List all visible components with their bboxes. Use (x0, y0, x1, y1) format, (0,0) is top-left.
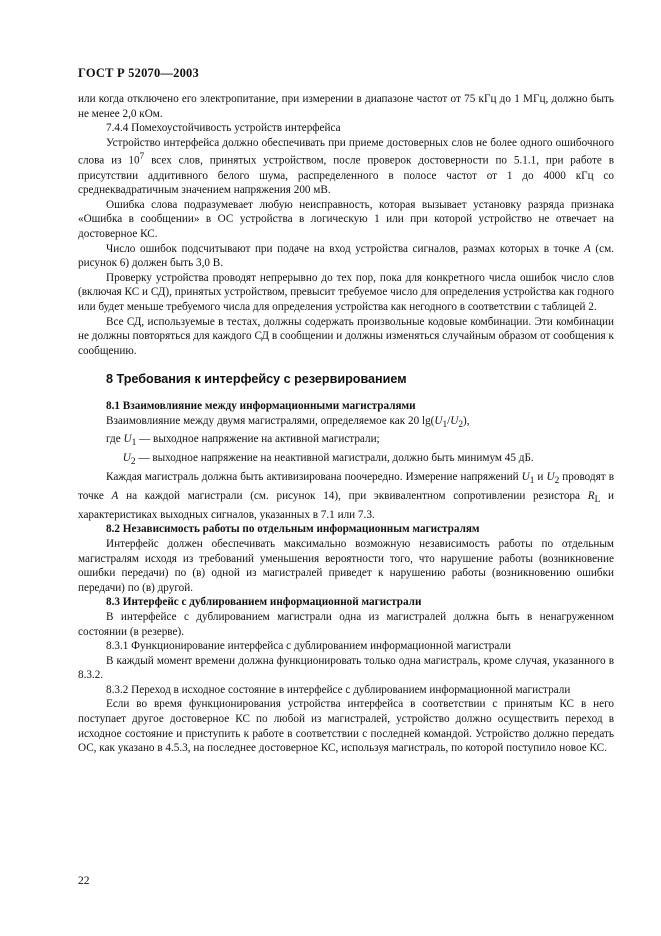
document-body (78, 92, 614, 756)
paragraph: 8.3.2 Переход в исходное состояние в интерфейсе с дублированием информационной магистрали (106, 683, 571, 696)
subsection-heading: 8.3 Интерфейс с дублированием информационной магистрали (106, 596, 422, 609)
paragraph: Устройство интерфейса должно обеспечивать при приеме достоверных слов не более одного ошибочного слова из $10^7$ всех слов, принятых устройством, после проверок достоверности по 5.1.1, при работе в присутствии аддитивного белого шума, распределенного в полосе частот от 1 до 4000 кГц со среднеквадратичным значением напряжения 200 мВ. (78, 136, 614, 197)
paragraph: или когда отключено его электропитание, при измерении в диапазоне частот от 75 кГц до 1 МГц, должно быть не менее 2,0 кОм. (78, 93, 614, 120)
paragraph: Взаимовлияние между двумя магистралями, определяемое как 20 $\lg(U_1/U_2)$, (106, 414, 470, 430)
subsection-heading: 8.2 Независимость работы по отдельным информационным магистралям (106, 523, 480, 536)
paragraph: Число ошибок подсчитывают при подаче на вход устройства сигналов, размах которых в точке А (см. рисунок 6) должен быть 3,0 В. (78, 242, 614, 270)
paragraph: Если во время функционирования устройства интерфейса в соответствии с принятым КС в него поступает другое достоверное КС по любой из магистралей, устройство должно осуществить переход в исходное состояние и приступить к работе в соответствии с последней командой. Устройство должно передать ОС, как указано в 4.5.3, на последнее достоверное КС, используя магистраль, по которой поступило новое КС. (78, 698, 614, 755)
paragraph: В каждый момент времени должна функционировать только одна магистраль, кроме случая, указанного в 8.3.2. (78, 654, 614, 682)
paragraph: где $U_1$ — выходное напряжение на активной магистрали; (106, 433, 380, 449)
paragraph: 8.3.1 Функционирование интерфейса с дублированием информационной магистрали (106, 640, 511, 653)
subsection-heading: 8.1 Взаимовлияние между информационными магистралями (106, 400, 416, 413)
paragraph: Все СД, используемые в тестах, должны содержать произвольные кодовые комбинации. Эти комбинации не должны повторяться для каждого СД в сообщении и должны изменяться случайным образом от сообщения к сообщению. (78, 315, 614, 357)
paragraph: $U_2$ — выходное напряжение на неактивной магистрали, должно быть минимум 45 дБ. (122, 452, 534, 468)
page-number: 22 (78, 875, 90, 887)
paragraph: В интерфейсе с дублированием магистрали одна из магистралей должна быть в ненагруженном состоянии (в резерве). (78, 610, 614, 638)
paragraph: Проверку устройства проводят непрерывно до тех пор, пока для конкретного числа ошибок число слов (включая КС и СД), принятых устройством, превысит требуемое число для определения устройства как годного или будет меньше требуемого числа для определения устройства как негодного в соответствии с таблицей 2. (78, 271, 614, 314)
document-header: ГОСТ Р 52070—2003 (78, 66, 199, 80)
paragraph: 7.4.4 Помехоустойчивость устройств интерфейса (106, 122, 341, 135)
paragraph: Каждая магистраль должна быть активизирована поочередно. Измерение напряжений $U_1$ и $U_2$ проводят в точке А на каждой магистрали (см. рисунок 14), при эквивалентном сопротивлении резистора $R_L$ и характеристиках выходных сигналов, указанных в 7.1 или 7.3. (78, 471, 614, 521)
section-heading: 8 Требования к интерфейсу с резервированием (106, 372, 407, 387)
paragraph: Ошибка слова подразумевает любую неисправность, которая вызывает установку разряда признака «Ошибка в сообщении» в ОС устройства в логическую 1 или при которой устройство не отвечает на достоверное КС. (78, 198, 614, 241)
paragraph: Интерфейс должен обеспечивать максимально возможную независимость работы по отдельным магистралям исходя из требований уменьшения вероятности того, что нарушение работы (возникновение ошибки передачи) по (в) одной из магистралей приведет к нарушению работы (возникновению ошибки передачи) по (в) другой. (78, 537, 614, 594)
